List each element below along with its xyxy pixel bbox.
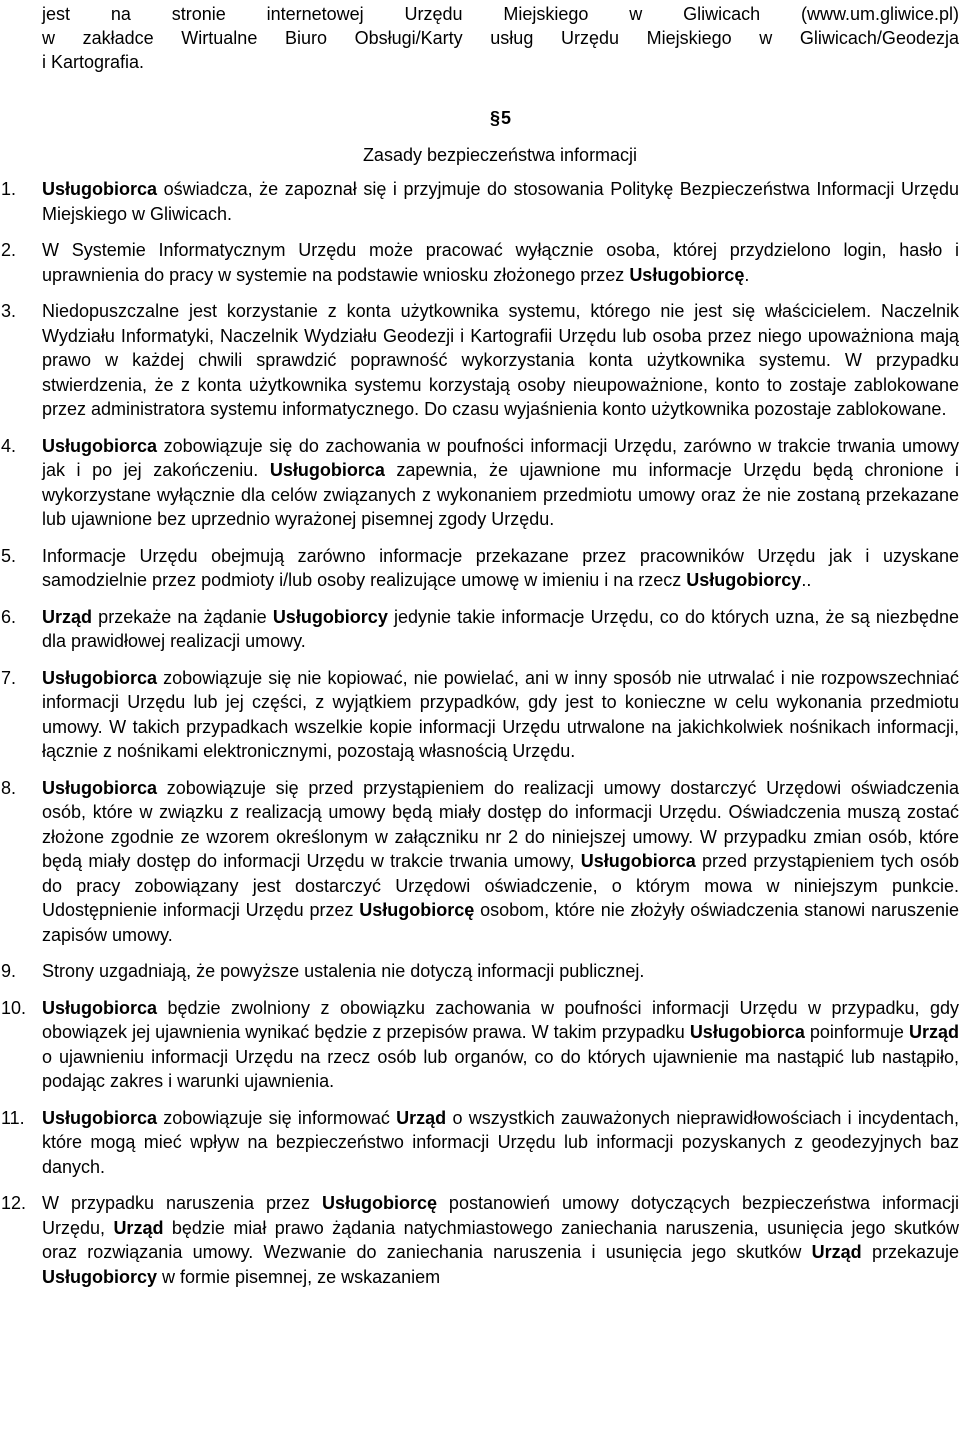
- text-run: W Systemie Informatycznym Urzędu może pracować wyłącznie osoba, której przydzielono login, hasło i uprawnienia do pracy w systemie na podstawie wniosku złożonego przez: [42, 240, 959, 285]
- list-item-text: [42, 996, 959, 1094]
- list-item: [0, 959, 960, 984]
- bold-term: Urząd: [908, 1022, 959, 1042]
- bold-term: Usługobiorca: [689, 1022, 805, 1042]
- bold-term: Usługobiorca: [42, 667, 158, 688]
- text-run: będzie zwolniony z obowiązku zachowania w poufności informacji Urzędu w przypadku, gdy obowiązek jej ujawnienia wynikać będzie z przepisów prawa. W takim przypadku: [42, 997, 959, 1042]
- section-number-value: 5: [501, 108, 512, 128]
- list-item-number: 10.: [1, 997, 27, 1018]
- list-item-text: [42, 1191, 959, 1289]
- text-run: jedynie takie informacje Urzędu, co do których uzna, że są niezbędne dla prawidłowej realizacji umowy.: [42, 606, 959, 651]
- intro-paragraph: [42, 2, 959, 74]
- list-item: [0, 1106, 960, 1180]
- bold-term: Usługobiorcę: [359, 900, 475, 920]
- list-item-number: 6.: [1, 606, 17, 627]
- bold-term: Usługobiorca: [42, 777, 158, 798]
- list-item: [0, 996, 960, 1094]
- list-item-number: 3.: [1, 301, 17, 321]
- list-item-text: [42, 959, 959, 984]
- text-run: zobowiązuje się informować: [157, 1107, 397, 1128]
- section-number: [490, 106, 511, 130]
- section-title: Zasady bezpieczeństwa informacji: [362, 145, 638, 165]
- bold-term: Urząd: [113, 1217, 164, 1238]
- text-run: zobowiązuje się nie kopiować, nie powielać, ani w inny sposób nie utrwalać i nie rozpowszechniać informacji Urzędu lub jej części, z wyjątkiem przypadków, gdy jest to konieczne w celu wykonania przedmiotu umowy. W takich przypadkach wszelkie kopie informacji Urzędu utrwalone na jakichkolwiek nośnikach informacji, łącznie z nośnikami elektronicznymi, pozostają własnością Urzędu.: [42, 667, 959, 761]
- bold-term: Usługobiorca: [42, 997, 158, 1018]
- list-item-number: 8.: [1, 777, 17, 798]
- bold-term: Usługobiorca: [42, 1107, 158, 1128]
- bold-term: Usługobiorca: [269, 460, 385, 480]
- text-run: postanowień umowy dotyczących bezpieczeństwa informacji Urzędu,: [42, 1193, 959, 1238]
- list-item: [0, 544, 960, 593]
- text-run: zobowiązuje się przed przystąpieniem do realizacji umowy dostarczyć Urzędowi oświadczenia osób, które w związku z realizacją umowy będą miały dostęp do informacji Urzędu. Oświadczenia muszą zostać złożone zgodnie ze wzorem określonym w załączniku nr 2 do niniejszej umowy. W przypadku zmian osób, które będą miały dostęp do informacji Urzędu w trakcie trwania umowy,: [42, 777, 959, 871]
- list-item-text: [42, 544, 959, 593]
- list-item-number: 7.: [1, 667, 17, 688]
- list-item-number: 2.: [1, 240, 17, 260]
- text-run: zapewnia, że ujawnione mu informacje Urzędu będą chronione i wykorzystane wyłącznie dla celów związanych z wykonaniem przedmiotu umowy oraz że nie zostaną przekazane lub ujawnione bez uprzednio wyrażonej pisemnej zgody Urzędu.: [42, 460, 960, 529]
- text-run: zobowiązuje się do zachowania w poufności informacji Urzędu, zarówno w trakcie trwania umowy jak i po jej zakończeniu.: [42, 435, 959, 480]
- text-run: przekazuje: [861, 1242, 959, 1262]
- text-run: Strony uzgadniają, że powyższe ustalenia nie dotyczą informacji publicznej.: [42, 961, 645, 981]
- list-item-number: 11.: [1, 1107, 25, 1128]
- list-item: [0, 666, 960, 764]
- list-item: [0, 177, 960, 226]
- list-item: [0, 299, 960, 422]
- text-run: o wszystkich zauważonych nieprawidłowościach i incydentach, które mogą mieć wpływ na bezpieczeństwo informacji Urzędu lub informacji pozyskanych z geodezyjnych baz danych.: [42, 1107, 959, 1177]
- list-item-text: [42, 605, 959, 654]
- list-item: [0, 238, 960, 287]
- bold-term: Usługobiorcy: [272, 606, 388, 627]
- list-item-text: [42, 238, 959, 287]
- list-item-text: [42, 177, 959, 226]
- bold-term: Usługobiorcę: [629, 264, 745, 285]
- text-run: W przypadku naruszenia przez: [42, 1193, 322, 1213]
- list-item: [0, 1191, 960, 1289]
- list-item-number: 5.: [1, 545, 17, 566]
- bold-term: Urząd: [811, 1242, 862, 1262]
- list-item: [0, 434, 960, 532]
- bold-term: Usługobiorcy: [686, 570, 802, 590]
- section-sign: §: [490, 108, 501, 128]
- bold-term: Usługobiorca: [42, 435, 158, 456]
- list-item-text: [42, 299, 959, 422]
- list-item-number: 4.: [1, 435, 17, 456]
- text-run: poinformuje: [804, 1022, 909, 1042]
- text-run: w formie pisemnej, ze wskazaniem: [157, 1266, 441, 1287]
- list-item-number: 1.: [1, 179, 17, 199]
- text-run: Informacje Urzędu obejmują zarówno informacje przekazane przez pracowników Urzędu jak i uzyskane samodzielnie przez podmioty i/lub osoby realizujące umowę w imieniu i na rzecz: [42, 545, 959, 590]
- bold-term: Usługobiorcę: [321, 1193, 437, 1213]
- bold-term: Urząd: [42, 606, 93, 627]
- list-item-text: [42, 1106, 959, 1180]
- text-run: będzie miał prawo żądania natychmiastowego zaniechania naruszenia, usunięcia jego skutków oraz rozwiązania umowy. Wezwanie do zaniechania naruszenia i usunięcia jego skutków: [42, 1217, 959, 1262]
- text-run: osobom, które nie złożyły oświadczenia stanowi naruszenie zapisów umowy.: [42, 900, 959, 945]
- list-item-number: 12.: [1, 1193, 27, 1213]
- numbered-list: [0, 177, 960, 1301]
- intro-line: i Kartografia.: [42, 52, 145, 72]
- text-run: przed przystąpieniem tych osób do pracy zobowiązany jest dostarczyć Urzędowi oświadczenie, o którym mowa w niniejszym punkcie. Udostępnienie informacji Urzędu przez: [42, 851, 959, 920]
- list-item: [0, 776, 960, 948]
- bold-term: Usługobiorca: [580, 851, 696, 871]
- intro-line: jest na stronie internetowej Urzędu Miejskiego w Gliwicach (www.um.gliwice.pl): [42, 4, 959, 24]
- list-item: [0, 605, 960, 654]
- text-run: o ujawnieniu informacji Urzędu na rzecz osób lub organów, co do których ujawnienie ma nastąpić lub nastąpiło, podając zakres i warunki ujawnienia.: [42, 1046, 959, 1091]
- list-item-text: [42, 666, 959, 764]
- bold-term: Urząd: [396, 1107, 447, 1128]
- bold-term: Usługobiorca: [42, 179, 158, 199]
- list-item-text: [42, 434, 959, 532]
- list-item-text: [42, 776, 959, 948]
- bold-term: Usługobiorcy: [42, 1266, 158, 1287]
- text-run: .: [744, 264, 750, 285]
- text-run: oświadcza, że zapoznał się i przyjmuje do stosowania Politykę Bezpieczeństwa Informacji Urzędu Miejskiego w Gliwicach.: [42, 179, 959, 224]
- list-item-number: 9.: [1, 961, 17, 981]
- intro-line: w zakładce Wirtualne Biuro Obsługi/Karty usług Urzędu Miejskiego w Gliwicach/Geodezja: [42, 28, 959, 48]
- text-run: przekaże na żądanie: [92, 606, 273, 627]
- text-run: Niedopuszczalne jest korzystanie z konta użytkownika systemu, którego nie jest się właścicielem. Naczelnik Wydziału Informatyki, Naczelnik Wydziału Geodezji i Kartografii Urzędu lub osoba przez niego upoważniona mają prawo w każdej chwili sprawdzić poprawność wykorzystania konta użytkownika systemu. W przypadku stwierdzenia, że z konta użytkownika systemu korzystają osoby nieupoważnione, konto to zostaje zablokowane przez administratora systemu informatycznego. Do czasu wyjaśnienia konto użytkownika pozostaje zablokowane.: [42, 301, 959, 419]
- text-run: ..: [801, 570, 812, 590]
